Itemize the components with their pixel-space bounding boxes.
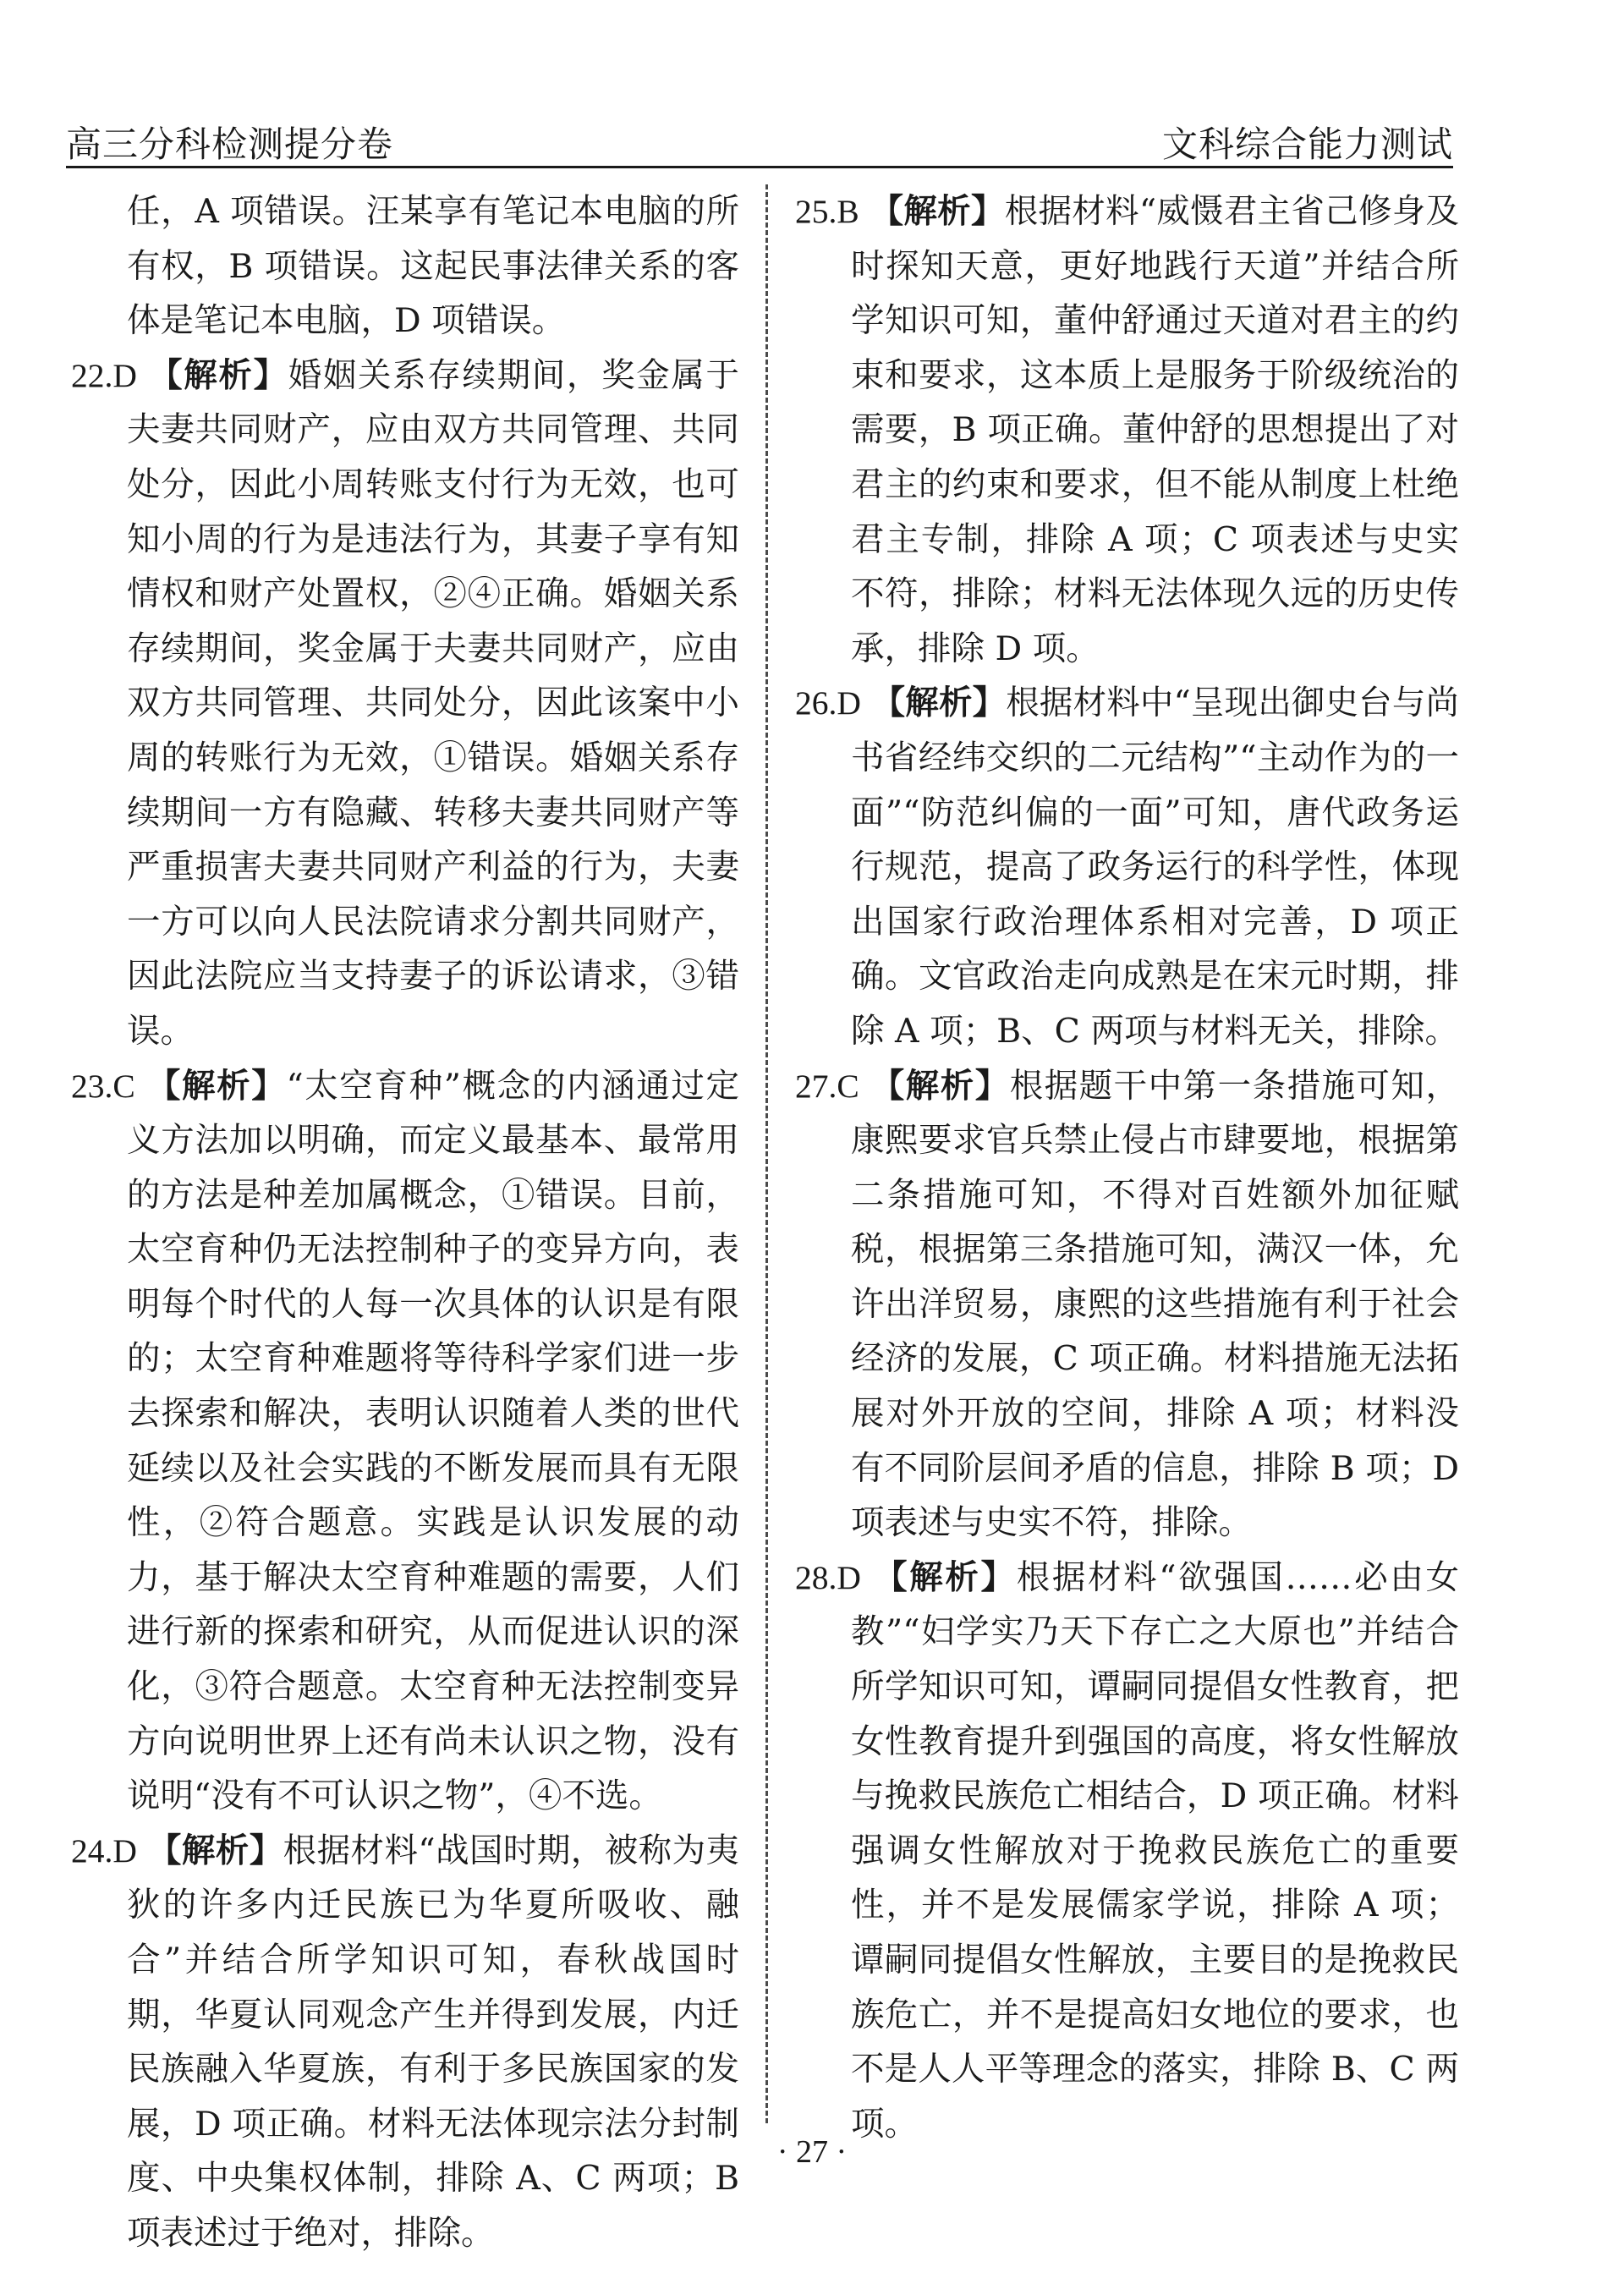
header-title-left: 高三分科检测提分卷 — [66, 124, 394, 165]
answer-24 — [71, 1824, 739, 2261]
answer-23-text: “太空育种”概念的内涵通过定义方法加以明确，而定义最基本、最常用的方法是种差加属概念，①错误。目前，太空育种仍无法控制种子的变异方向，表明每个时代的人每一次具体的认识是有限的；太空育种难题将等待科学家们进一步去探索和解决，表明认识随着人类的世代延续以及社会实践的不断发展而具有无限性，②符合题意。实践是认识发展的动力，基于解决太空育种难题的需要，人们进行新的探索和研究，从而促进认识的深化，③符合题意。太空育种无法控制变异方向说明世界上还有尚未认识之物，没有说明“没有不可认识之物”，④不选。 — [127, 1066, 739, 1816]
column-divider — [765, 184, 768, 2123]
right-column — [795, 184, 1459, 2151]
answer-28-tag: 【解析】 — [874, 1557, 1017, 1597]
answer-24-number: 24.D — [71, 1831, 137, 1869]
answer-28 — [795, 1551, 1459, 2152]
answer-26-number: 26.D — [795, 684, 861, 722]
answer-22-number: 22.D — [71, 356, 137, 394]
answer-27 — [795, 1059, 1459, 1551]
answer-25-tag: 【解析】 — [870, 192, 1005, 231]
answer-23-number: 23.C — [71, 1067, 135, 1105]
answer-26 — [795, 676, 1459, 1058]
page-header — [66, 113, 1453, 168]
left-column — [71, 184, 739, 2261]
answer-25 — [795, 184, 1459, 676]
answer-27-number: 27.C — [795, 1067, 859, 1105]
answer-25-text: 根据材料“威慑君主省己修身及时探知天意，更好地践行天道”并结合所学知识可知，董仲舒通过天道对君主的约束和要求，这本质上是服务于阶级统治的需要，B 项正确。董仲舒的思想提出了对君主的约束和要求，但不能从制度上杜绝君主专制，排除 A 项；C 项表述与史实不符，排除；材料无法体现久远的历史传承，排除 D 项。 — [851, 192, 1460, 668]
answer-28-text: 根据材料“欲强国……必由女教”“妇学实乃天下存亡之大原也”并结合所学知识可知，谭嗣同提倡女性教育，把女性教育提升到强国的高度，将女性解放与挽救民族危亡相结合，D 项正确。材料强调女性解放对于挽救民族危亡的重要性，并不是发展儒家学说，排除 A 项；谭嗣同提倡女性解放，主要目的是挽救民族危亡，并不是提高妇女地位的要求，也不是人人平等理念的落实，排除 B、C 两项。 — [851, 1557, 1459, 2144]
answer-27-tag: 【解析】 — [870, 1066, 1010, 1106]
answer-23-tag: 【解析】 — [146, 1066, 287, 1106]
answer-21-continued: 任，A 项错误。汪某享有笔记本电脑的所有权，B 项错误。这起民事法律关系的客体是笔记本电脑，D 项错误。 — [127, 192, 739, 341]
answer-25-number: 25.B — [795, 193, 859, 230]
answer-22-tag: 【解析】 — [149, 355, 288, 395]
answer-27-text: 根据题干中第一条措施可知，康熙要求官兵禁止侵占市肆要地，根据第二条措施可知，不得对百姓额外加征赋税，根据第三条措施可知，满汉一体，允许出洋贸易，康熙的这些措施有利于社会经济的发展，C 项正确。材料措施无法拓展对外开放的空间，排除 A 项；材料没有不同阶层间矛盾的信息，排除 B 项；D 项表述与史实不符，排除。 — [851, 1066, 1460, 1543]
page-number: · 27 · — [776, 2134, 848, 2170]
answer-23 — [71, 1059, 739, 1824]
answer-22-text: 婚姻关系存续期间，奖金属于夫妻共同财产，应由双方共同管理、共同处分，因此小周转账支付行为无效，也可知小周的行为是违法行为，其妻子享有知情权和财产处置权，②④正确。婚姻关系存续期间，奖金属于夫妻共同财产，应由双方共同管理、共同处分，因此该案中小周的转账行为无效，①错误。婚姻关系存续期间一方有隐藏、转移夫妻共同财产等严重损害夫妻共同财产利益的行为，夫妻一方可以向人民法院请求分割共同财产，因此法院应当支持妻子的诉讼请求，③错误。 — [127, 355, 740, 1051]
answer-26-tag: 【解析】 — [871, 684, 1007, 723]
answer-26-text: 根据材料中“呈现出御史台与尚书省经纬交织的二元结构”“主动作为的一面”“防范纠偏的一面”可知，唐代政务运行规范，提高了政务运行的科学性，体现出国家行政治理体系相对完善，D 项正确。文官政治走向成熟是在宋元时期，排除 A 项；B、C 两项与材料无关，排除。 — [851, 684, 1460, 1051]
header-title-right: 文科综合能力测试 — [1161, 124, 1453, 165]
answer-22 — [71, 349, 739, 1059]
answer-28-number: 28.D — [795, 1558, 861, 1596]
answer-24-text: 根据材料“战国时期，被称为夷狄的许多内迁民族已为华夏所吸收、融合”并结合所学知识可知，春秋战国时期，华夏认同观念产生并得到发展，内迁民族融入华夏族，有利于多民族国家的发展，D 项正确。材料无法体现宗法分封制度、中央集权体制，排除 A、C 两项；B 项表述过于绝对，排除。 — [127, 1831, 740, 2253]
answer-24-tag: 【解析】 — [147, 1831, 283, 1870]
